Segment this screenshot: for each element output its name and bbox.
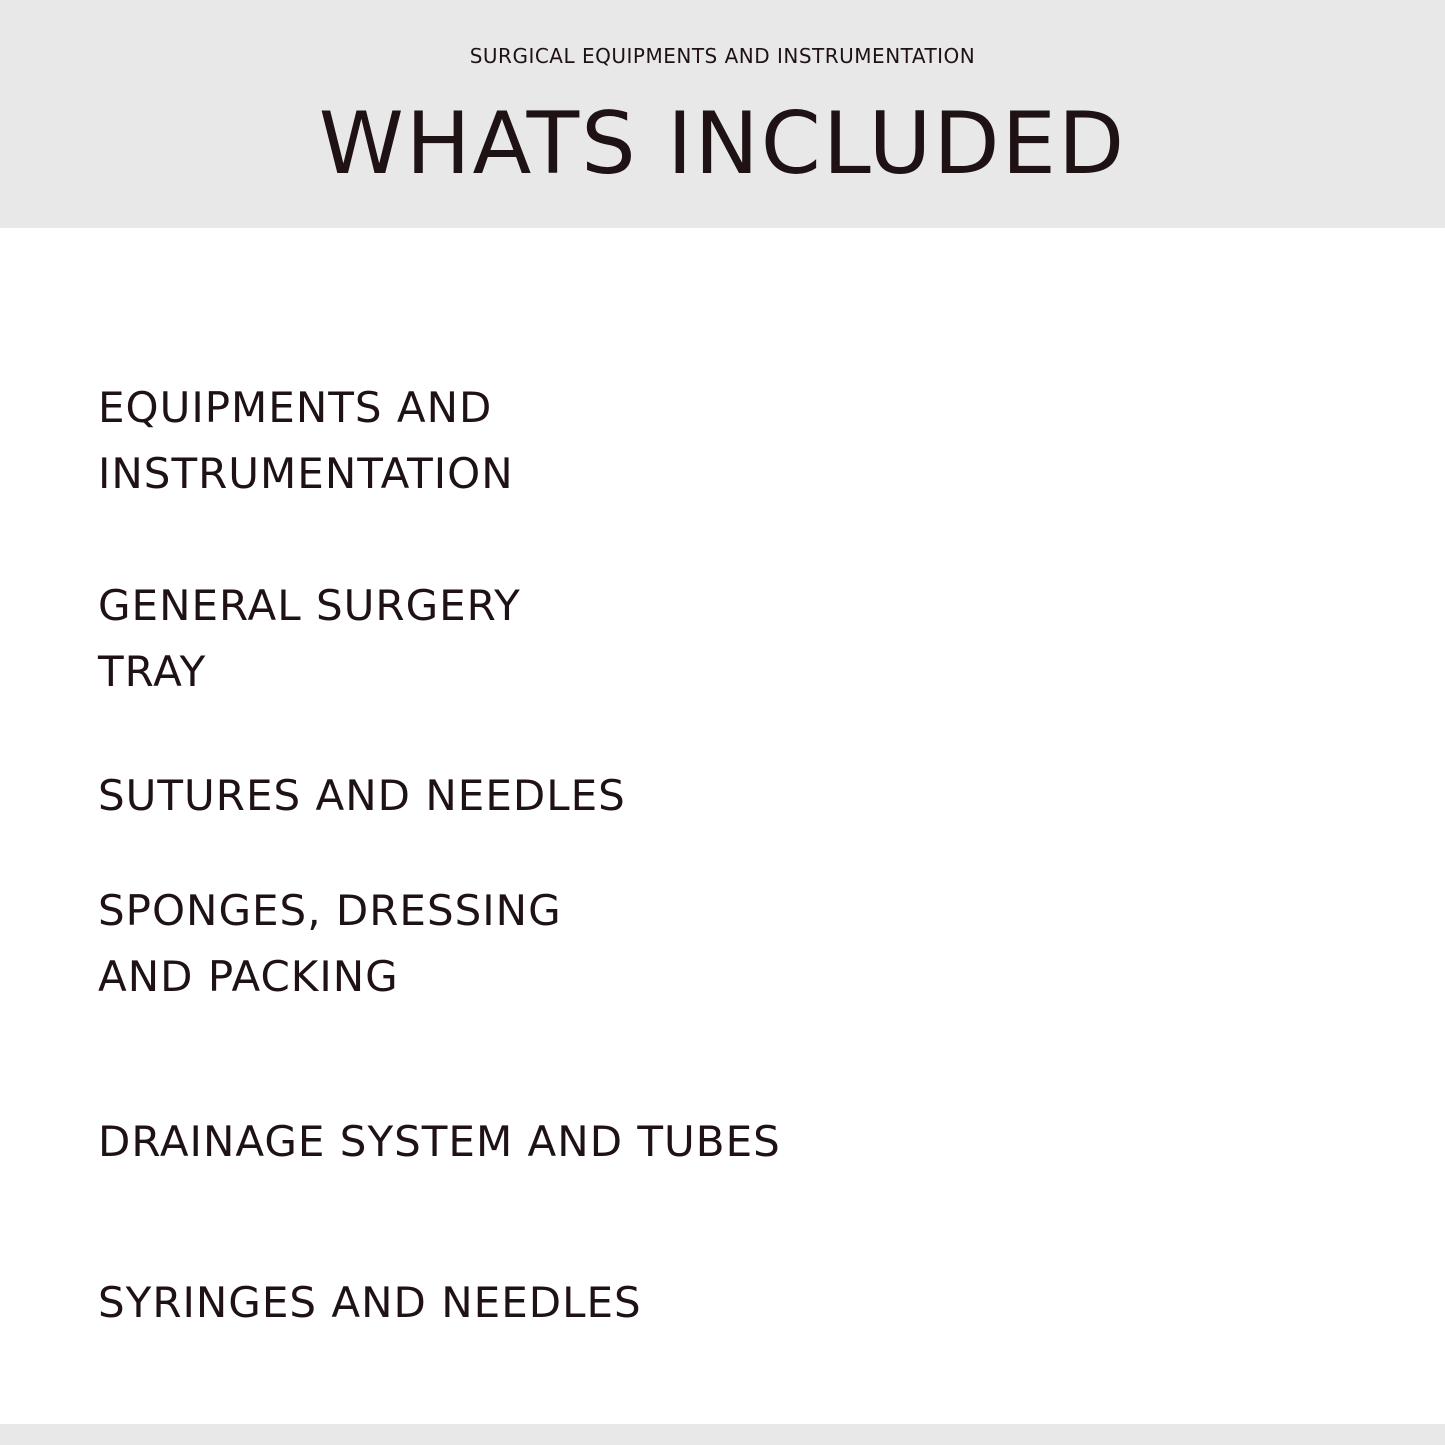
list-item-general-surgery bbox=[98, 573, 521, 705]
footer-band bbox=[0, 1424, 1445, 1445]
list-item-sponges bbox=[98, 878, 562, 1010]
list-item-line: SUTURES AND NEEDLES bbox=[98, 771, 626, 820]
list-item-line: TRAY bbox=[98, 647, 207, 696]
list-item-line: GENERAL SURGERY bbox=[98, 581, 521, 630]
header-band bbox=[0, 0, 1445, 228]
list-item-line: EQUIPMENTS AND bbox=[98, 383, 493, 432]
header-eyebrow: SURGICAL EQUIPMENTS AND INSTRUMENTATION bbox=[469, 44, 976, 68]
page-title: WHATS INCLUDED bbox=[318, 94, 1127, 194]
list-item-line: AND PACKING bbox=[98, 952, 399, 1001]
list-item-line: SYRINGES AND NEEDLES bbox=[98, 1278, 642, 1327]
list-item-line: SPONGES, DRESSING bbox=[98, 886, 562, 935]
list-item-line: DRAINAGE SYSTEM AND TUBES bbox=[98, 1117, 781, 1166]
list-item-syringes bbox=[98, 1270, 642, 1336]
list-item-drainage bbox=[98, 1109, 781, 1175]
list-item-line: INSTRUMENTATION bbox=[98, 449, 514, 498]
list-item-equipments bbox=[98, 375, 514, 507]
list-item-sutures bbox=[98, 763, 626, 829]
